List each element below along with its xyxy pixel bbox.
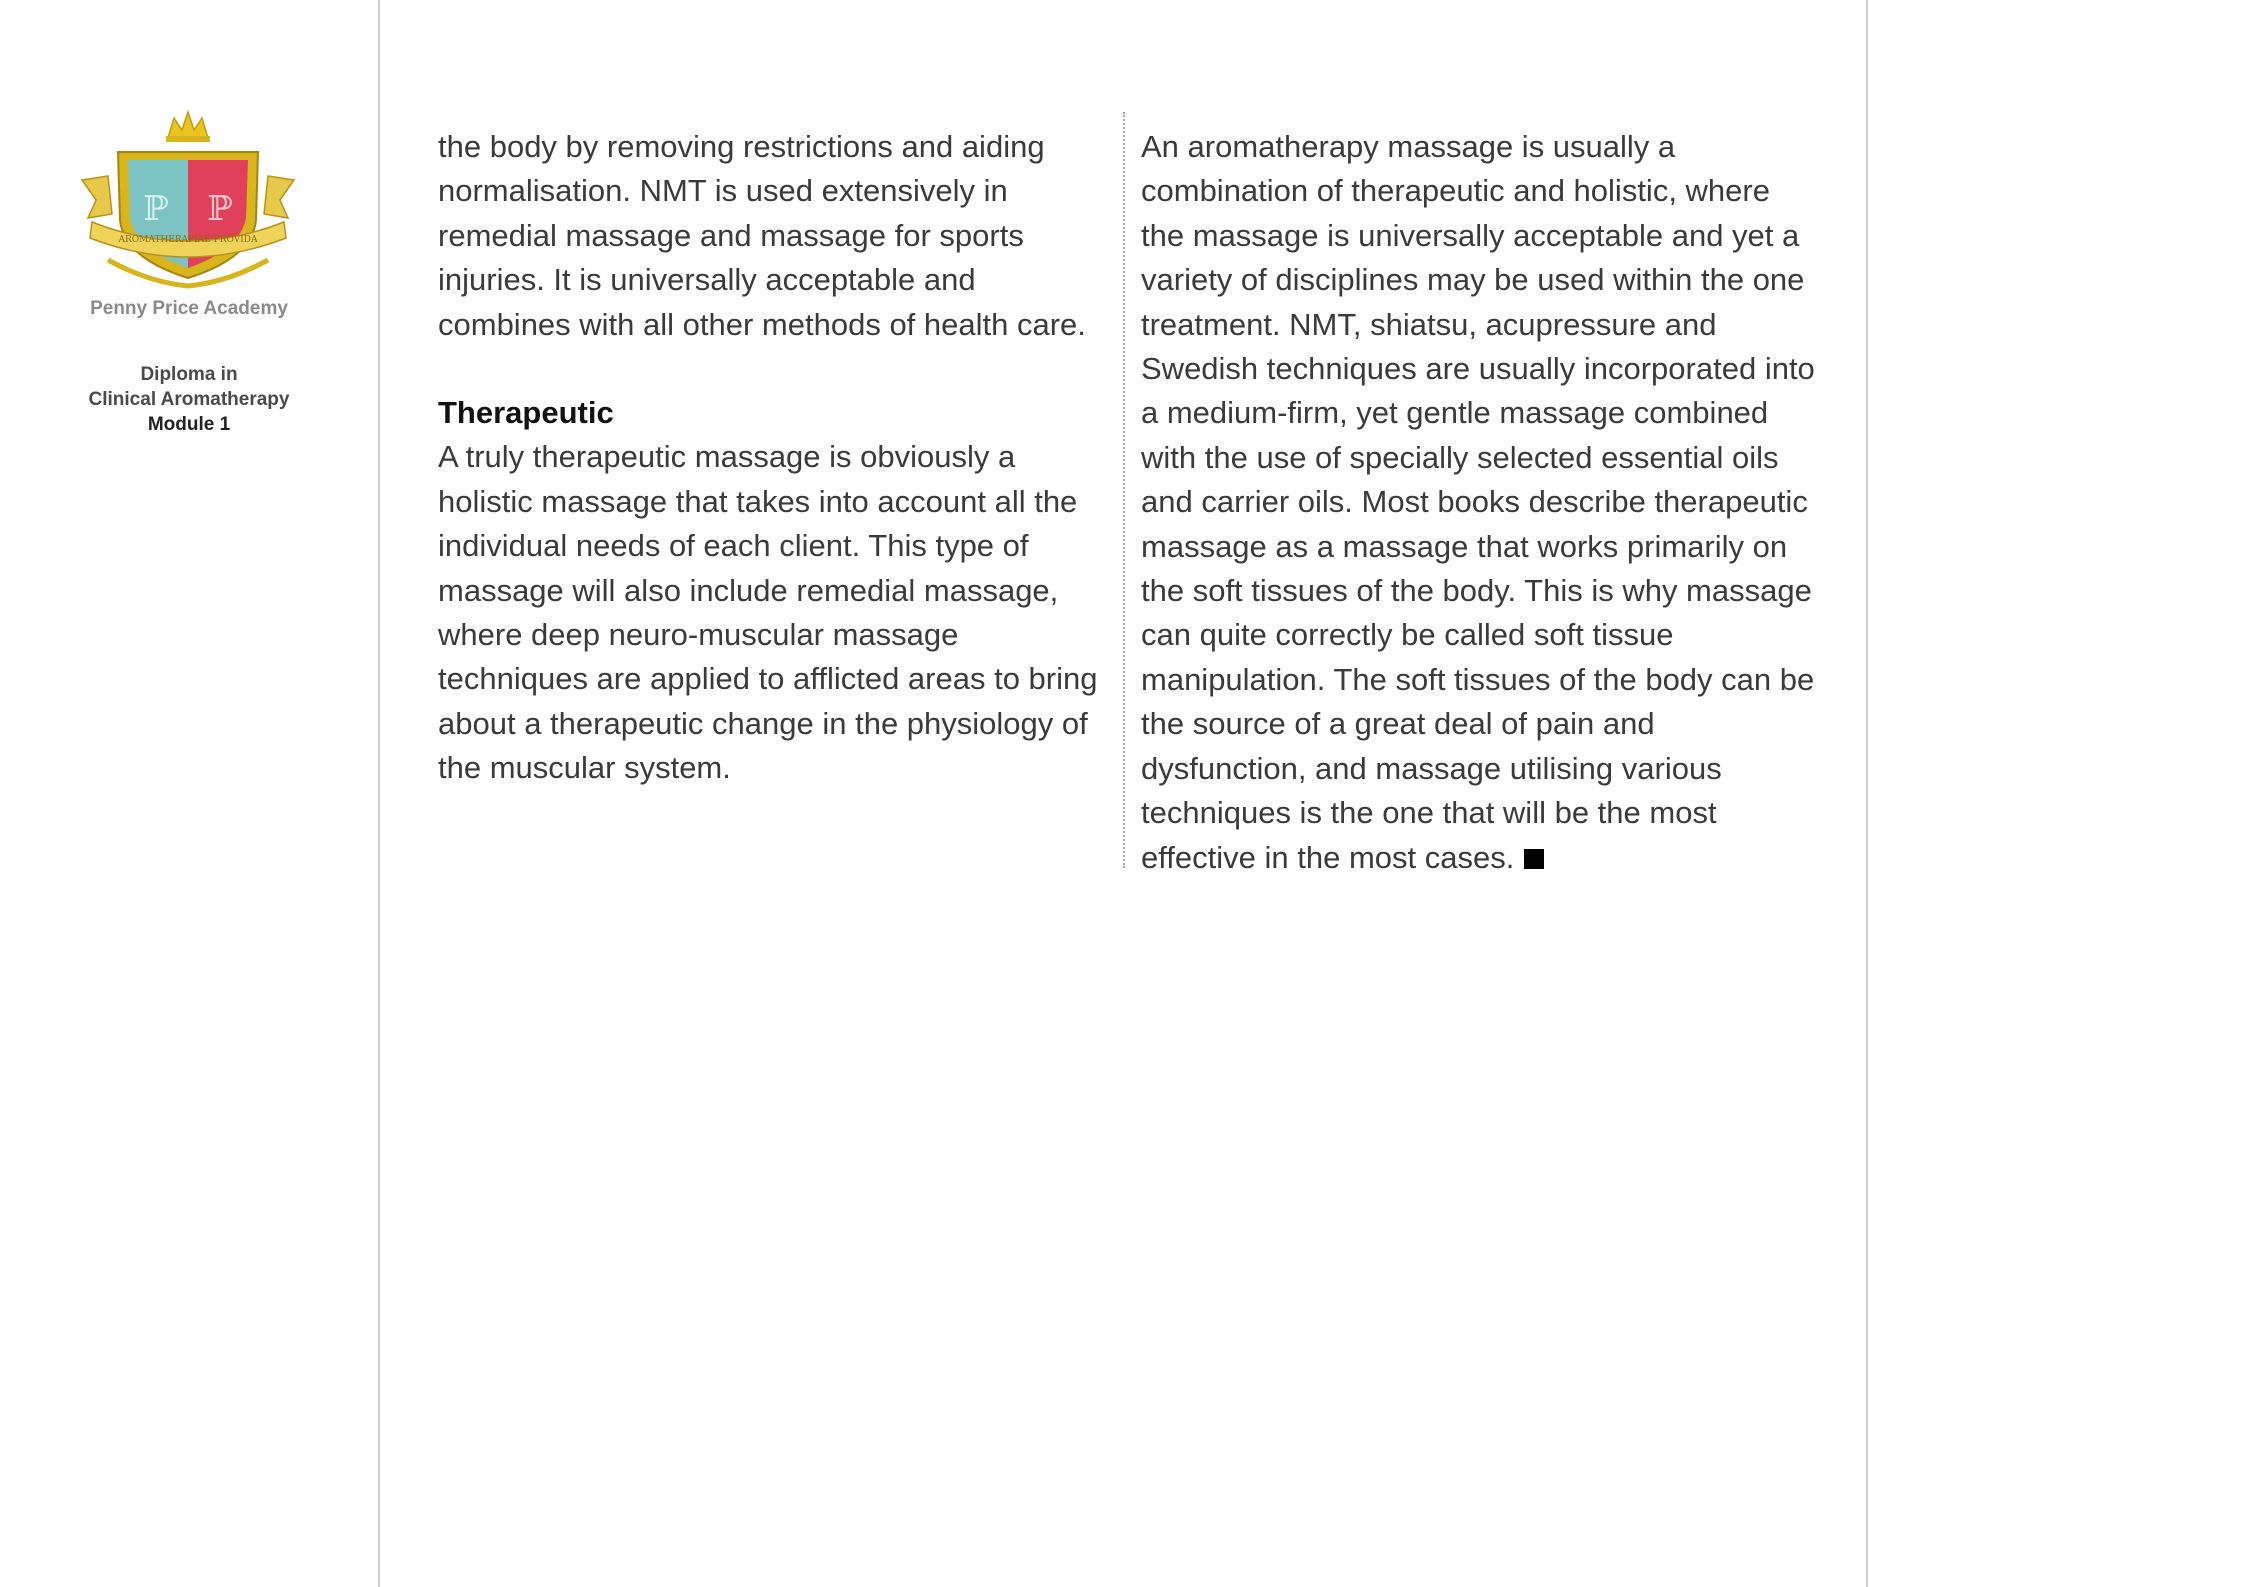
module-label: Module 1 <box>147 414 231 435</box>
end-of-article-mark <box>1524 849 1544 869</box>
therapeutic-paragraph: A truly therapeutic massage is obviously a holistic massage that takes into account all the individual needs of each client. This type of massage will also include remedial massage, where deep neuro-muscular massage techniques are applied to afflicted areas to bring about a therapeutic change in the physiology of the muscular system. <box>438 439 1098 786</box>
svg-text:ℙ: ℙ <box>143 189 169 229</box>
aromatherapy-paragraph-text: An aromatherapy massage is usually a combination of therapeutic and holistic, where the massage is universally acceptable and yet a variety of disciplines may be used within the one treatment. NMT, shiatsu, acupressure and Swedish techniques are usually incorporated into a medium-firm, yet gentle massage combined with the use of specially selected essential oils and carrier oils. Most books describe therapeutic massage as a massage that works primarily on the soft tissues of the body. This is why massage can quite correctly be called soft tissue manipulation. The soft tissues of the body can be the source of a great deal of pain and dysfunction, and massage utilising various techniques is the one that will be the most effective in the most cases. <box>1141 129 1815 875</box>
aromatherapy-paragraph <box>1141 125 1821 880</box>
diploma-line1: Diploma in <box>140 364 238 385</box>
course-title <box>0 362 378 437</box>
crest-ribbon-text: AROMATHERAPIAE PROVIDA <box>118 235 258 245</box>
academy-crest-logo <box>78 110 298 290</box>
crown-icon <box>166 112 210 142</box>
text-column-2 <box>1141 125 1821 880</box>
sidebar <box>0 0 378 1587</box>
academy-name: Penny Price Academy <box>90 298 288 319</box>
column-divider <box>1123 112 1125 868</box>
section-heading-therapeutic: Therapeutic <box>438 395 614 431</box>
svg-text:ℙ: ℙ <box>207 189 233 229</box>
diploma-line2: Clinical Aromatherapy <box>88 389 290 410</box>
left-margin-rule <box>378 0 380 1587</box>
text-column-1 <box>438 125 1110 791</box>
right-margin-rule <box>1866 0 1868 1587</box>
shield-icon <box>118 152 258 278</box>
intro-paragraph: the body by removing restrictions and aiding normalisation. NMT is used extensively in remedial massage and massage for sports injuries. It is universally acceptable and combines with all other methods of health care. <box>438 129 1086 342</box>
